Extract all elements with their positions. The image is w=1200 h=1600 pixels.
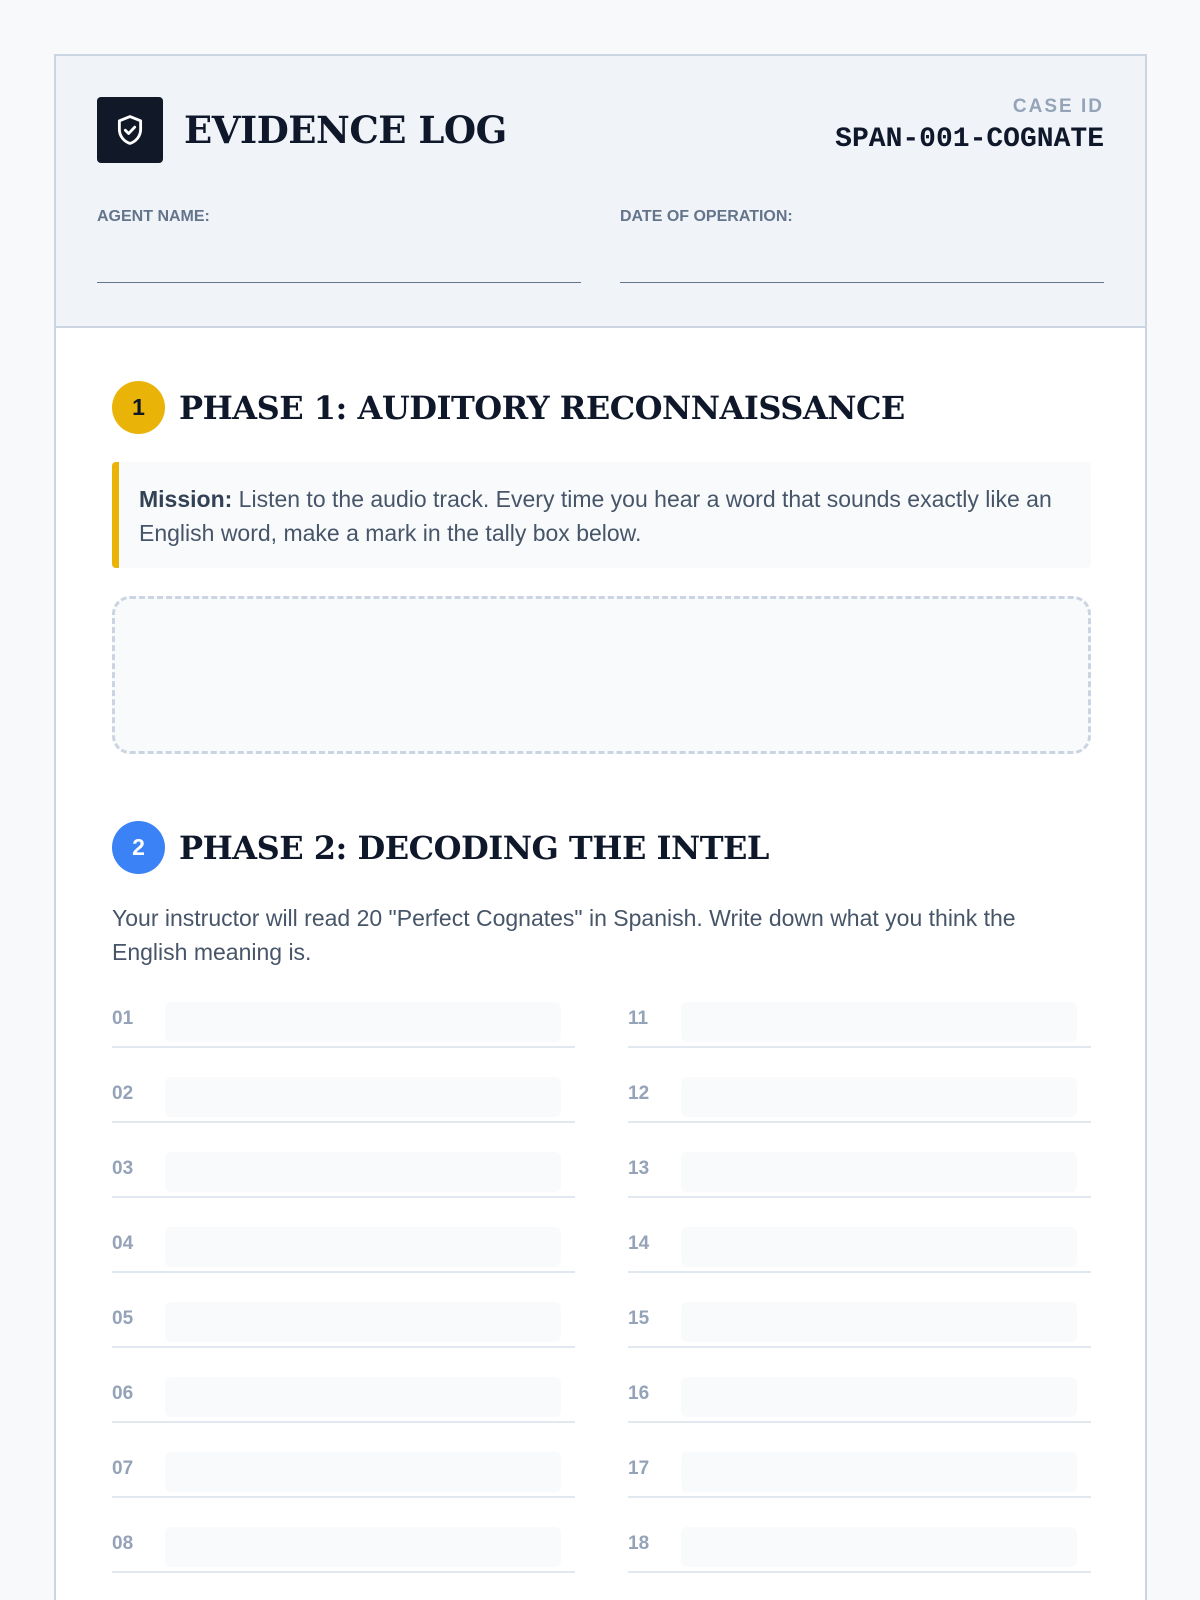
- answer-row: [628, 1002, 1091, 1048]
- answer-row: [628, 1452, 1091, 1498]
- answer-row: [112, 1002, 575, 1048]
- answer-field[interactable]: [681, 1377, 1077, 1417]
- tally-box[interactable]: [112, 596, 1091, 754]
- answer-number: 03: [112, 1158, 134, 1179]
- header: [56, 56, 1145, 328]
- answer-row: [112, 1227, 575, 1273]
- page-title: EVIDENCE LOG: [184, 108, 507, 152]
- answer-number: 02: [112, 1083, 134, 1104]
- answer-row: [628, 1377, 1091, 1423]
- date-of-operation-label: DATE OF OPERATION:: [620, 208, 793, 225]
- answer-row: [628, 1302, 1091, 1348]
- answer-row: [112, 1077, 575, 1123]
- answer-row: [628, 1077, 1091, 1123]
- answer-field[interactable]: [681, 1527, 1077, 1567]
- answer-field[interactable]: [165, 1227, 561, 1267]
- answer-field[interactable]: [681, 1302, 1077, 1342]
- answer-number: 18: [628, 1533, 650, 1554]
- answer-number: 11: [628, 1008, 649, 1029]
- case-id-value: SPAN-001-COGNATE: [835, 124, 1104, 155]
- answer-row: [112, 1302, 575, 1348]
- answer-field[interactable]: [165, 1527, 561, 1567]
- answer-field[interactable]: [681, 1227, 1077, 1267]
- answer-field[interactable]: [165, 1377, 561, 1417]
- answer-row: [628, 1227, 1091, 1273]
- answer-field[interactable]: [165, 1152, 561, 1192]
- answer-row: [112, 1452, 575, 1498]
- answer-number: 15: [628, 1308, 650, 1329]
- answer-number: 14: [628, 1233, 650, 1254]
- answer-row: [112, 1527, 575, 1573]
- answer-field[interactable]: [681, 1152, 1077, 1192]
- shield-check-icon: [113, 113, 147, 147]
- phase2-number-badge: 2: [112, 821, 165, 874]
- phase1-title: PHASE 1: AUDITORY RECONNAISSANCE: [179, 388, 905, 427]
- phase1-number-badge: 1: [112, 381, 165, 434]
- phase2-title: PHASE 2: DECODING THE INTEL: [179, 828, 769, 867]
- answer-number: 13: [628, 1158, 650, 1179]
- answer-field[interactable]: [681, 1002, 1077, 1042]
- answer-number: 04: [112, 1233, 134, 1254]
- answer-number: 16: [628, 1383, 650, 1404]
- answer-number: 07: [112, 1458, 134, 1479]
- answer-field[interactable]: [681, 1452, 1077, 1492]
- answer-field[interactable]: [165, 1077, 561, 1117]
- answer-field[interactable]: [165, 1002, 561, 1042]
- mission-text: Listen to the audio track. Every time you hear a word that sounds exactly like an English word, make a mark in the tally box below.: [139, 486, 1052, 546]
- date-of-operation-field[interactable]: [620, 282, 1104, 283]
- logo: [97, 97, 163, 163]
- agent-name-field[interactable]: [97, 282, 581, 283]
- agent-name-label: AGENT NAME:: [97, 208, 210, 225]
- answer-number: 17: [628, 1458, 650, 1479]
- answer-field[interactable]: [681, 1077, 1077, 1117]
- phase2-heading: [112, 821, 769, 874]
- answer-field[interactable]: [165, 1302, 561, 1342]
- evidence-log-sheet: [54, 54, 1147, 1600]
- answer-number: 05: [112, 1308, 134, 1329]
- answer-number: 06: [112, 1383, 134, 1404]
- answer-number: 01: [112, 1008, 134, 1029]
- answer-number: 08: [112, 1533, 134, 1554]
- answer-row: [628, 1527, 1091, 1573]
- phase2-instructions: Your instructor will read 20 "Perfect Cognates" in Spanish. Write down what you think the English meaning is.: [112, 905, 1016, 965]
- answer-row: [628, 1152, 1091, 1198]
- answer-row: [112, 1377, 575, 1423]
- phase1-heading: [112, 381, 905, 434]
- answer-number: 12: [628, 1083, 650, 1104]
- answer-field[interactable]: [165, 1452, 561, 1492]
- mission-label: Mission:: [139, 486, 233, 512]
- case-id-label: CASE ID: [1012, 96, 1104, 117]
- answer-row: [112, 1152, 575, 1198]
- mission-callout: [112, 462, 1091, 568]
